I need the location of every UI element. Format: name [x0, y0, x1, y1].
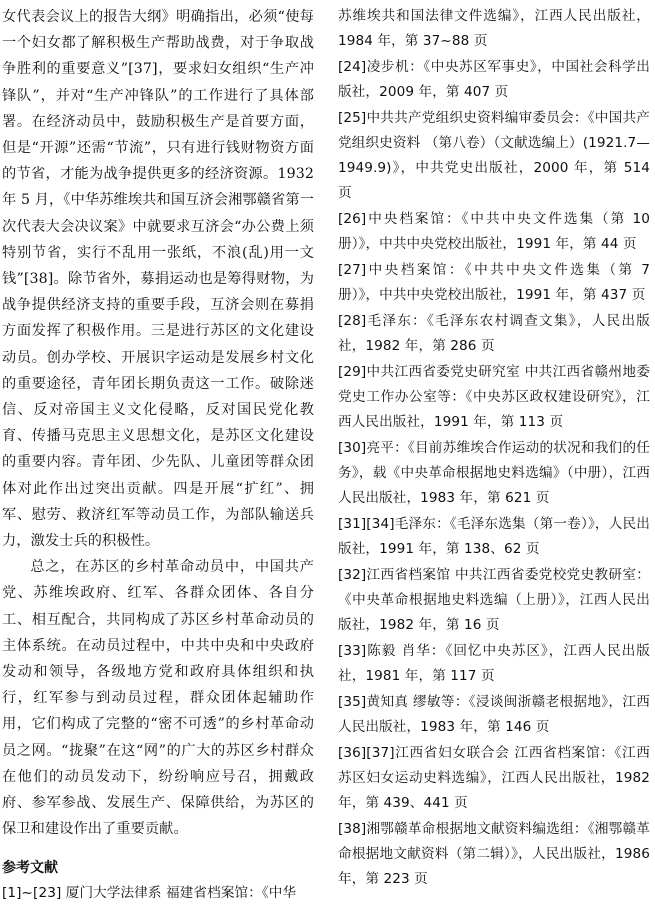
reference-item: [32]江西省档案馆 中共江西省委党校党史教研室：《中央革命根据地史料选编（上册）》，江西人民出版社，1982 年，第 16 页: [338, 567, 650, 633]
reference-item: [26]中央档案馆：《中共中央文件选集（第 10 册）》，中共中央党校出版社，1991 年，第 44 页: [338, 211, 650, 252]
summary-paragraph: 总之，在苏区的乡村革命动员中，中国共产党、苏维埃政府、红军、各群众团体、各自分工、相互配合，共同构成了苏区乡村革命动员的主体系统。在动员过程中，中共中央和中央政府发动和领导，各级地方党和政府具体组织和执行，红军参与到动员过程，群众团体起辅助作用，它们构成了完整的“密不可透”的乡村革命动员之网。“拢聚”在这“网”的广大的苏区乡村群众在他们的动员发动下，纷纷响应号召，拥戴政府、参军参战、发展生产、保障供给，为苏区的保卫和建设作出了重要贡献。: [2, 559, 314, 838]
reference-item: [38]湘鄂赣革命根据地文献资料编选组：《湘鄂赣革命根据地文献资料（第二辑）》，人民出版社，1986 年，第 223 页: [338, 821, 650, 887]
right-column: [338, 4, 650, 893]
reference-item: [1]~[23] 厦门大学法律系 福建省档案馆：《中华: [2, 884, 297, 901]
reference-item-continued: 苏维埃共和国法律文件选编》，江西人民出版社，1984 年，第 37~88 页: [338, 8, 650, 49]
reference-item: [30]亮平：《目前苏维埃合作运动的状况和我们的任务》，载《中央革命根据地史料选编》（中册），江西人民出版社，1983 年，第 621 页: [338, 440, 650, 506]
reference-item: [35]黄知真 缪敏等：《浸谈闽浙赣老根据地》，江西人民出版社，1983 年，第 146 页: [338, 694, 650, 735]
left-column: [2, 4, 314, 907]
reference-item: [31][34]毛泽东：《毛泽东选集（第一卷）》，人民出版社，1991 年，第 138、62 页: [338, 516, 650, 557]
reference-item: [25]中共共产党组织史资料编审委员会：《中国共产党组织史资料 （第八卷）（文献选编上）(1921.7—1949.9)》，中共党史出版社，2000 年，第 514 页: [338, 110, 650, 201]
references-heading: 参考文献: [2, 859, 58, 876]
body-paragraph: 女代表会议上的报告大纲》明确指出，必须“使每一个妇女都了解积极生产帮助战费，对于争取战争胜利的重要意义”[37]，要求妇女组织“生产冲锋队”，并对“生产冲锋队”的工作进行了具体部署。在经济动员中，鼓励积极生产是首要方面，但是“开源”还需“节流”，只有进行钱财物资方面的节省，才能为战争提供更多的经济资源。1932 年 5 月，《中华苏维埃共和国互济会湘鄂赣省第一次代表大会决议案》中就要求互济会“办公费上须特别节省，实行不乱用一张纸，不浪(乱)用一文钱”[38]。除节省外，募捐运动也是筹得财物，为战争提供经济支持的重要手段，互济会则在募捐方面发挥了积极作用。三是进行苏区的文化建设动员。创办学校、开展识字运动是发展乡村文化的重要途径，青年团长期负责这一工作。破除迷信、反对帝国主义文化侵略，反对国民党化教育、传播马克思主义思想文化，是苏区文化建设的重要内容。青年团、少先队、儿童团等群众团体对此作出过突出贡献。四是开展“扩红”、拥军、慰劳、救济红军等动员工作，为部队输送兵力，激发士兵的积极性。: [2, 9, 314, 550]
reference-item: [24]凌步机：《中央苏区军事史》，中国社会科学出版社，2009 年，第 407 页: [338, 59, 650, 100]
reference-item: [33]陈毅 肖华：《回忆中央苏区》，江西人民出版社，1981 年，第 117 页: [338, 643, 650, 684]
reference-item: [28]毛泽东：《毛泽东农村调查文集》，人民出版社，1982 年，第 286 页: [338, 313, 650, 354]
reference-item: [36][37]江西省妇女联合会 江西省档案馆：《江西苏区妇女运动史料选编》，江西人民出版社，1982 年，第 439、441 页: [338, 745, 650, 811]
reference-item: [29]中共江西省委党史研究室 中共江西省赣州地委党史工作办公室等：《中央苏区政权建设研究》，江西人民出版社，1991 年，第 113 页: [338, 364, 650, 430]
reference-item: [27]中央档案馆：《中共中央文件选集（第 7 册）》，中共中央党校出版社，1991 年，第 437 页: [338, 262, 650, 303]
